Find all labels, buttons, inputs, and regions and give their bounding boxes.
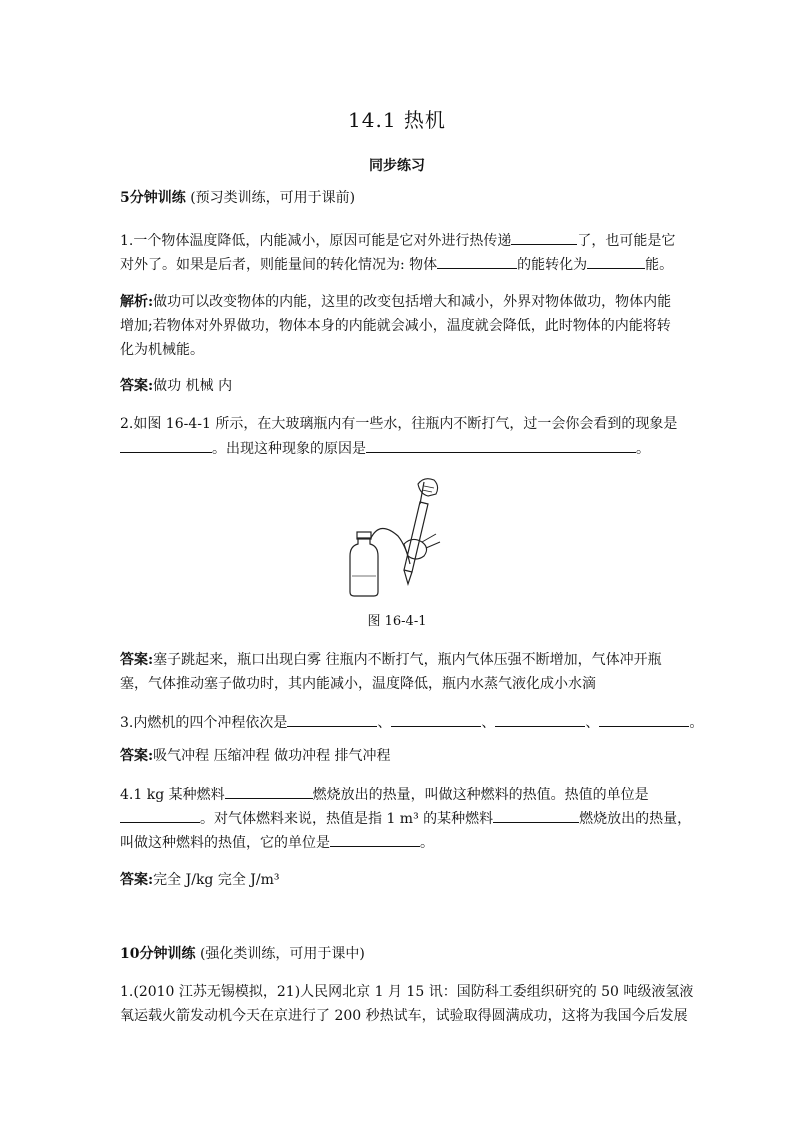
question-3 — [120, 710, 704, 735]
page-title: 14.1 热机 — [348, 108, 446, 132]
text-segment: 了，也可能是它 — [577, 233, 676, 249]
answer-text: 完全 J/kg 完全 J/m³ — [153, 872, 280, 888]
text-segment: 1.一个物体温度降低，内能减小，原因可能是它对外进行热传递 — [120, 233, 512, 249]
answer-blank — [599, 710, 689, 727]
answer-blank — [493, 806, 579, 823]
question-2-line-2 — [120, 436, 680, 461]
answer-text: 做功 机械 内 — [153, 378, 233, 394]
answer-blank — [511, 228, 577, 245]
answer-blank — [587, 252, 645, 269]
text-segment: 3.内燃机的四个冲程依次是 — [120, 715, 288, 731]
section-title: 10分钟训练 — [120, 946, 196, 962]
text-segment: 燃烧放出的热量，叫做这种燃料的热值。热值的单位是 — [312, 787, 649, 803]
answer-text: 塞子跳起来，瓶口出现白雾 往瓶内不断打气，瓶内气体压强不断增加，气体冲开瓶 — [153, 652, 662, 668]
separator: 、 — [377, 715, 392, 731]
analysis-line-1 — [120, 290, 680, 314]
answer-2-line-2: 塞，气体推动塞子做功时，其内能减小，温度降低，瓶内水蒸气液化成小水滴 — [120, 676, 596, 692]
answer-2-line-1 — [120, 648, 680, 672]
text-segment: 4.1 kg 某种燃料 — [120, 787, 225, 803]
text-segment: 。出现这种现象的原因是 — [212, 441, 366, 457]
answer-blank — [495, 710, 585, 727]
separator: 、 — [585, 715, 600, 731]
section-title: 5分钟训练 — [120, 190, 186, 206]
answer-blank — [287, 710, 377, 727]
question-4-line-2 — [120, 806, 692, 831]
question-2-line-1: 2.如图 16-4-1 所示，在大玻璃瓶内有一些水，往瓶内不断打气，过一会你会看到的现象是 — [120, 416, 678, 432]
answer-label: 答案: — [120, 652, 154, 668]
question-5-line-1: 1.(2010 江苏无锡模拟，21)人民网北京 1 月 15 讯：国防科工委组织研究的 50 吨级液氢液 — [120, 984, 694, 1000]
analysis-text: 做功可以改变物体的内能，这里的改变包括增大和减小，外界对物体做功，物体内能 — [153, 294, 672, 310]
figure-caption: 图 16-4-1 — [367, 614, 427, 629]
section-note: (强化类训练，可用于课中) — [199, 946, 365, 962]
answer-blank — [120, 806, 200, 823]
text-segment: 。 — [636, 441, 650, 457]
separator: 、 — [481, 715, 496, 731]
answer-label: 答案: — [120, 872, 154, 888]
question-1-line-2 — [120, 252, 680, 277]
text-segment: 燃烧放出的热量， — [579, 811, 692, 827]
answer-1 — [120, 374, 680, 398]
section-heading-5min — [120, 186, 680, 210]
page-subtitle: 同步练习 — [369, 158, 425, 174]
question-4-line-3 — [120, 830, 680, 855]
answer-blank — [437, 252, 517, 269]
analysis-line-3: 化为机械能。 — [120, 342, 204, 358]
text-segment: 。 — [689, 715, 704, 731]
section-note: (预习类训练，可用于课前) — [190, 190, 356, 206]
text-segment: 。对气体燃料来说，热值是指 1 m³ 的某种燃料 — [200, 811, 494, 827]
text-segment: 对外了。如果是后者，则能量间的转化情况为: 物体 — [120, 257, 438, 273]
text-segment: 。 — [420, 835, 434, 851]
answer-blank — [330, 830, 420, 847]
analysis-label: 解析: — [120, 294, 154, 310]
question-1-line-1 — [120, 228, 680, 253]
answer-label: 答案: — [120, 378, 154, 394]
answer-4 — [120, 868, 680, 892]
section-heading-10min — [120, 942, 680, 966]
text-segment: 叫做这种燃料的热值，它的单位是 — [120, 835, 330, 851]
answer-blank — [366, 436, 636, 453]
pump-bottle-figure — [340, 476, 450, 598]
analysis-line-2: 增加;若物体对外界做功，物体本身的内能就会减小，温度就会降低，此时物体的内能将转 — [120, 318, 671, 334]
answer-label: 答案: — [120, 748, 154, 764]
question-5-line-2: 氧运载火箭发动机今天在京进行了 200 秒热试车，试验取得圆满成功，这将为我国今后发展 — [120, 1008, 688, 1024]
answer-blank — [120, 436, 212, 453]
text-segment: 的能转化为 — [517, 257, 588, 273]
answer-blank — [391, 710, 481, 727]
question-4-line-1 — [120, 782, 680, 807]
answer-blank — [225, 782, 313, 799]
answer-3 — [120, 744, 680, 768]
answer-text: 吸气冲程 压缩冲程 做功冲程 排气冲程 — [153, 748, 391, 764]
text-segment: 能。 — [645, 257, 674, 273]
